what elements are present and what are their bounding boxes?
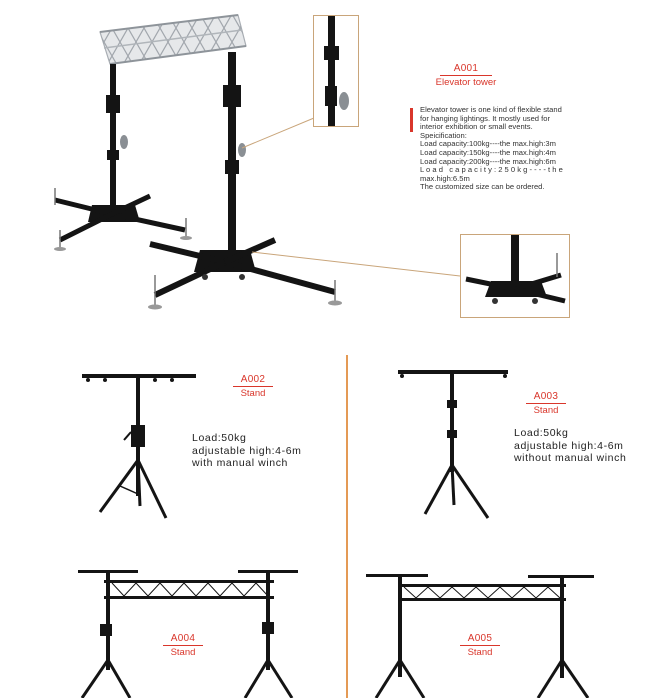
winch-detail-drawing bbox=[314, 16, 358, 126]
stand-a003-illustration bbox=[398, 370, 508, 518]
description-line: interior exhibition or small events. bbox=[420, 122, 533, 132]
spec-line: Load:50kg bbox=[192, 432, 247, 444]
a002-caption bbox=[226, 374, 280, 399]
a004-code: A004 bbox=[170, 633, 196, 644]
a003-code: A003 bbox=[533, 391, 559, 402]
spec-line: adjustable high:4-6m bbox=[514, 439, 624, 452]
a005-name: Stand bbox=[467, 647, 493, 658]
base-detail-drawing bbox=[461, 235, 569, 317]
a001-caption bbox=[420, 63, 512, 88]
spec-line: without manual winch bbox=[514, 452, 627, 464]
spec-line: Load capacity:200kg----the max.high:6m bbox=[420, 156, 556, 166]
a004-caption bbox=[155, 633, 211, 658]
a005-underline bbox=[460, 645, 500, 646]
spec-line: with manual winch bbox=[192, 457, 288, 469]
elevator-tower-illustration bbox=[54, 15, 342, 310]
a002-code: A002 bbox=[240, 374, 266, 385]
spec-line: Load capacity:100kg----the max.high:3m bbox=[420, 139, 556, 149]
spec-line: Load:50kg bbox=[514, 427, 569, 439]
a001-name: Elevator tower bbox=[435, 77, 497, 88]
custom-note: The customized size can be ordered. bbox=[420, 182, 545, 192]
description-line: Elevator tower is one kind of flexible stand bbox=[420, 105, 562, 114]
a003-caption bbox=[519, 391, 573, 416]
a001-code: A001 bbox=[453, 63, 479, 74]
a004-underline bbox=[163, 645, 203, 646]
a005-caption bbox=[452, 633, 508, 658]
a001-underline bbox=[440, 75, 492, 76]
base-detail-inset bbox=[460, 234, 570, 318]
a003-specs bbox=[514, 427, 648, 465]
winch-detail-inset bbox=[313, 15, 359, 127]
description-line: for hanging lightings. It mostly used for bbox=[420, 113, 551, 123]
spec-line: adjustable high:4-6m bbox=[192, 444, 302, 457]
spec-line: max.high:6.5m bbox=[420, 173, 470, 183]
spec-line: L o a d c a p a c i t y : 2 5 0 k g - - - - t h e bbox=[420, 165, 563, 175]
spec-title: Speicification: bbox=[420, 130, 467, 140]
a001-description bbox=[420, 106, 610, 192]
spec-line: Load capacity:150kg----the max.high:4m bbox=[420, 147, 556, 157]
a004-name: Stand bbox=[170, 647, 196, 658]
a002-name: Stand bbox=[240, 388, 266, 399]
a003-underline bbox=[526, 403, 566, 404]
stand-a002-illustration bbox=[82, 374, 196, 518]
a005-code: A005 bbox=[467, 633, 493, 644]
a003-name: Stand bbox=[533, 405, 559, 416]
a002-underline bbox=[233, 386, 273, 387]
a002-specs bbox=[192, 432, 342, 470]
accent-bar bbox=[410, 108, 413, 132]
